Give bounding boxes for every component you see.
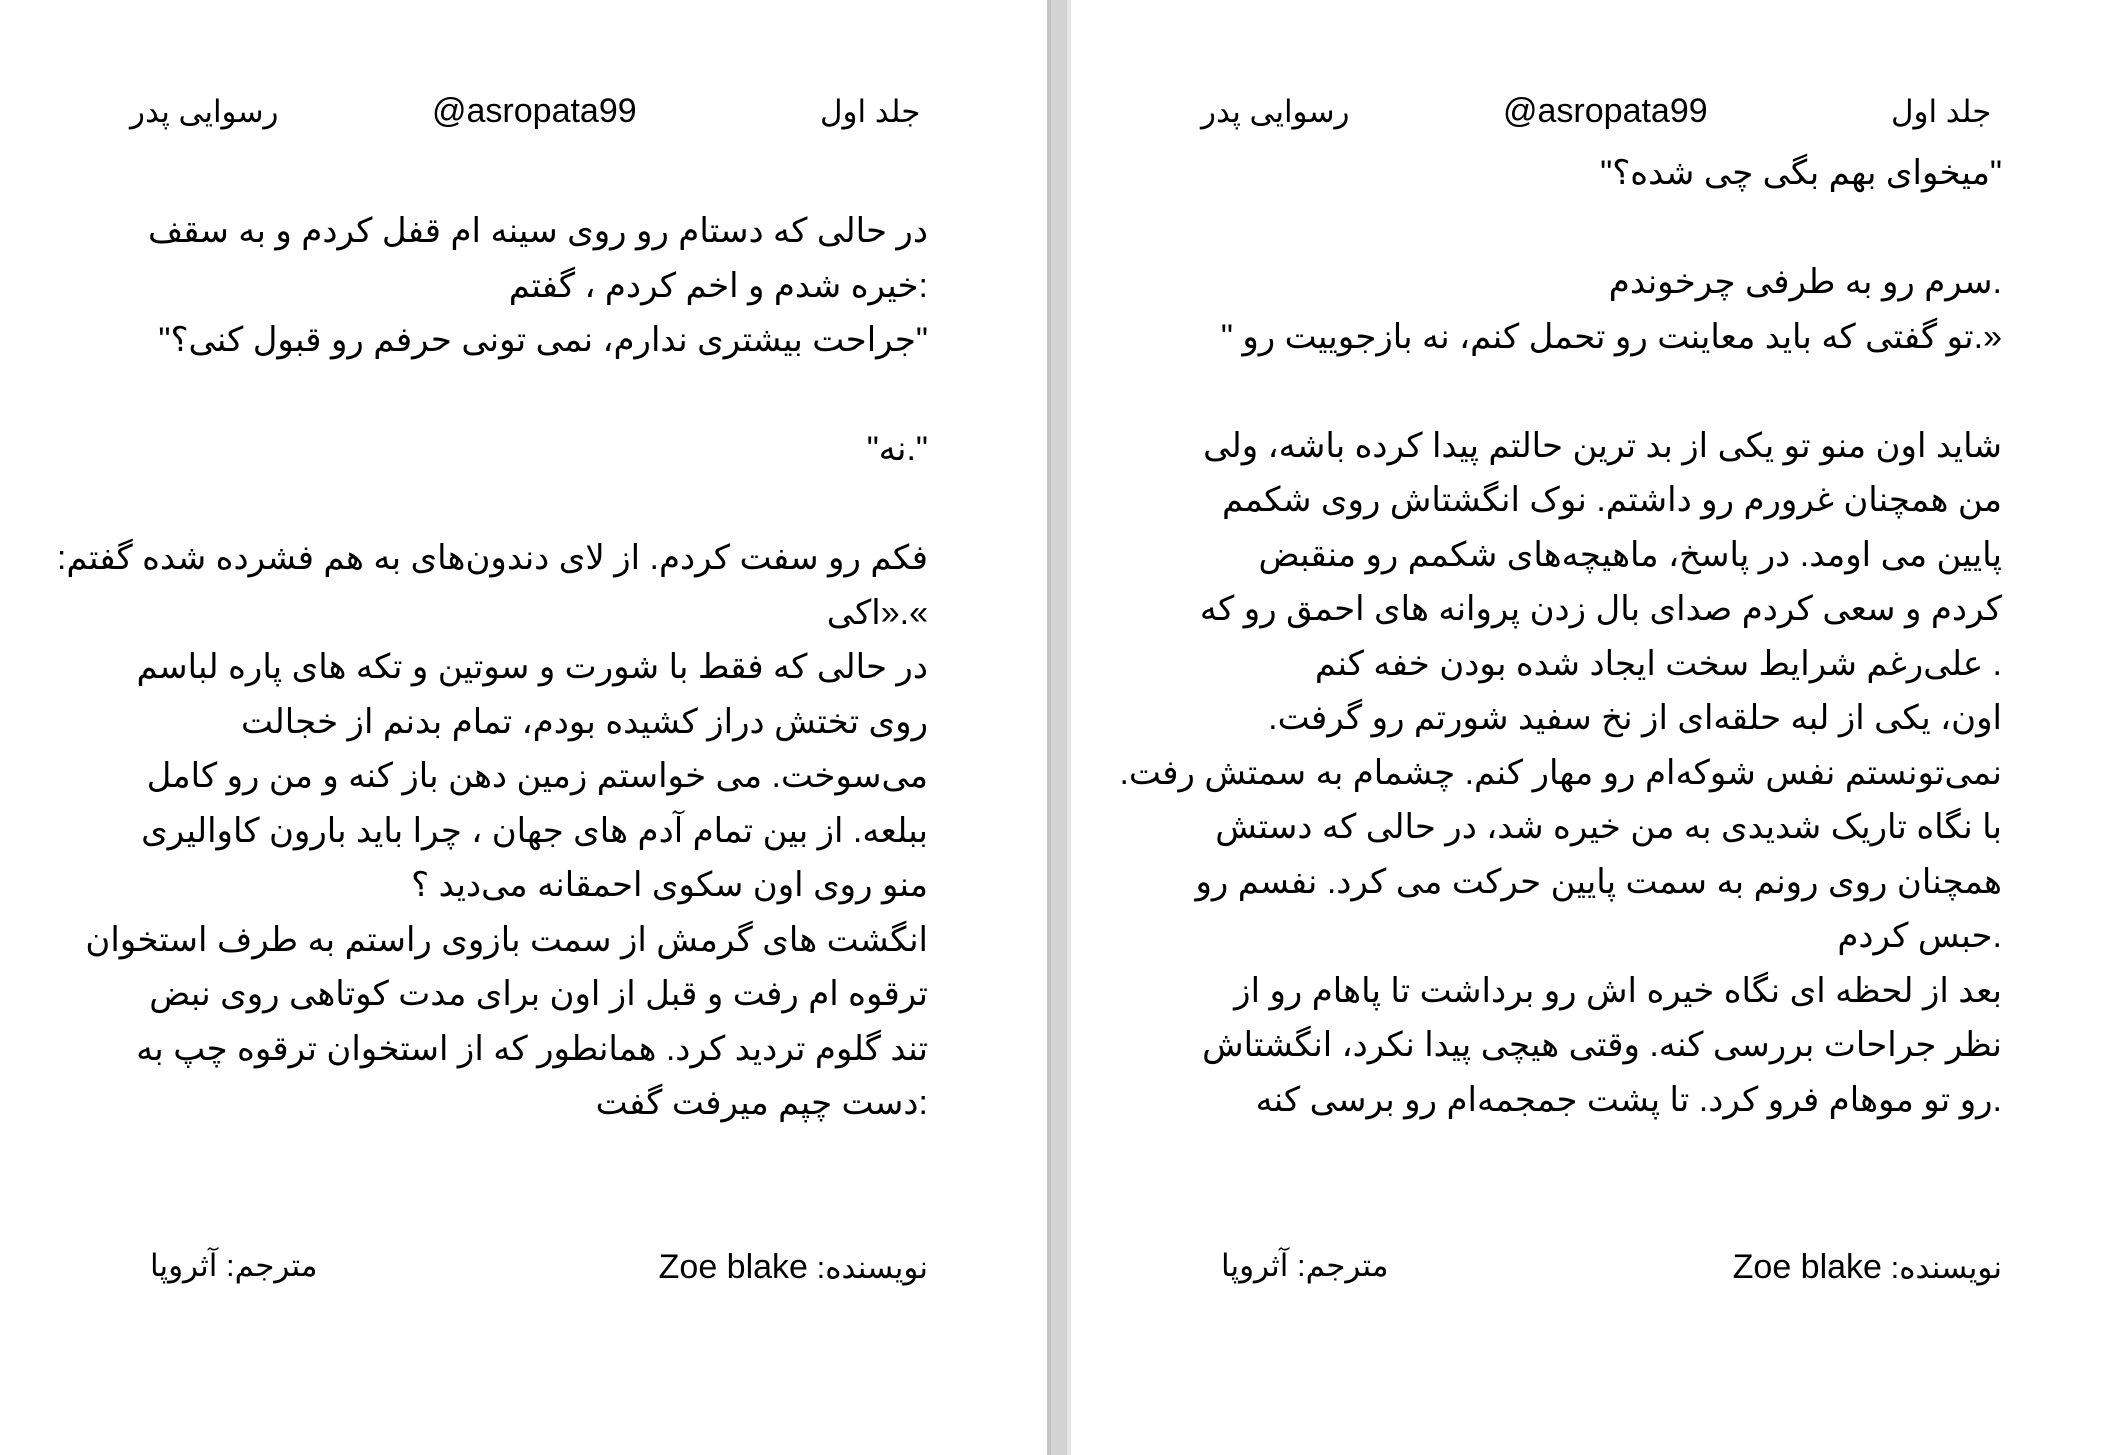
left-page-body [57, 204, 928, 1131]
header-volume: جلد اول [1891, 94, 1992, 129]
text-line: نمی‌تونستم نفس شوکه‌ام رو مهار کنم. چشمام به سمتش رفت. [1119, 753, 2002, 792]
text-line: پایین می اومد. در پاسخ، ماهیچه‌های شکمم رو منقبض [1258, 535, 2002, 574]
text-line: شاید اون منو تو یکی از بد ترین حالتم پیدا کرده باشه، ولی [1203, 426, 2002, 465]
footer-author-name: Zoe blake [658, 1248, 808, 1286]
text-line: اون، یکی از لبه حلقه‌ای از نخ سفید شورتم رو گرفت. [1268, 699, 2002, 737]
paragraph-gap [57, 368, 928, 423]
text-line: «.تو گفتی که باید معاینت رو تحمل کنم، نه بازجوییت رو " [1220, 317, 2002, 356]
footer-author-label: نویسنده: [816, 1250, 928, 1285]
text-line: روی تختش دراز کشیده بودم، تمام بدنم از خجالت [241, 702, 928, 741]
header-handle: @asropata99 [1503, 92, 1708, 130]
header-volume: جلد اول [820, 94, 921, 129]
text-line: همچنان روی رونم به سمت پایین حرکت می کرد. نفسم رو [1195, 862, 2002, 901]
footer-author-label: نویسنده: [1890, 1250, 2002, 1285]
text-line: :خیره شدم و اخم کردم ، گفتم [508, 266, 928, 305]
footer-translator: مترجم: آثروپا [150, 1248, 318, 1283]
text-line: نظر جراحات بررسی کنه. وقتی هیچی پیدا نکرد، انگشتاش [1202, 1026, 2002, 1064]
text-line: "میخوای بهم بگی چی شده؟" [1600, 154, 2002, 192]
text-line: ببلعه. از بین تمام آدم های جهان ، چرا باید بارون کاوالیری [141, 811, 928, 850]
text-line: منو روی اون سکوی احمقانه می‌دید ؟ [411, 866, 928, 904]
text-line: با نگاه تاریک شدیدی به من خیره شد، در حالی که دستش [1215, 808, 2002, 846]
header-book-title: رسوایی پدر [130, 94, 279, 129]
text-line: "جراحت بیشتری ندارم، نمی تونی حرفم رو قبول کنی؟" [158, 321, 928, 359]
footer-author [1733, 1250, 2002, 1284]
right-page [1071, 0, 2114, 1455]
text-line: .حبس کردم [1837, 917, 2002, 955]
text-line: ».«اکی [826, 593, 928, 632]
right-page-body [1119, 146, 2002, 1127]
text-line: ".نه" [866, 430, 928, 468]
text-line: .رو تو موهام فرو کرد. تا پشت جمجمه‌ام رو برسی کنه [1255, 1080, 2002, 1119]
text-line: انگشت های گرمش از سمت بازوی راستم به طرف استخوان [85, 920, 928, 959]
text-line: بعد از لحظه ای نگاه خیره اش رو برداشت تا پاهام رو از [1234, 971, 2002, 1010]
paragraph-gap [57, 477, 928, 532]
text-line: . علی‌رغم شرایط سخت ایجاد شده بودن خفه کنم [1314, 644, 2002, 683]
footer-author-name: Zoe blake [1732, 1248, 1882, 1286]
paragraph-gap [1119, 201, 2002, 256]
left-page [0, 0, 1047, 1455]
text-line: .سرم رو به طرفی چرخوندم [1608, 263, 2002, 301]
paragraph-gap [1119, 364, 2002, 419]
text-line: در حالی که دستام رو روی سینه ام قفل کردم و به سقف [147, 212, 928, 250]
text-line: می‌سوخت. می خواستم زمین دهن باز کنه و من رو کامل [146, 757, 928, 795]
text-line: ترقوه ام رفت و قبل از اون برای مدت کوتاهی روی نبض [149, 975, 928, 1013]
text-line: در حالی که فقط با شورت و سوتین و تکه های پاره لباسم [136, 648, 928, 686]
header-book-title: رسوایی پدر [1201, 94, 1350, 129]
page-gutter [1047, 0, 1071, 1455]
text-line: کردم و سعی کردم صدای بال زدن پروانه های احمق رو که [1199, 590, 2002, 628]
text-line: :دست چپم میرفت گفت [595, 1084, 928, 1122]
footer-translator: مترجم: آثروپا [1221, 1248, 1389, 1283]
text-line: فکم رو سفت کردم. از لای دندون‌های به هم فشرده شده گفتم: [56, 539, 928, 577]
gutter-shadow [1047, 0, 1051, 1455]
footer-author [659, 1250, 928, 1284]
text-line: تند گلوم تردید کرد. همانطور که از استخوان ترقوه چپ به [136, 1029, 928, 1068]
header-handle: @asropata99 [432, 92, 637, 130]
text-line: من همچنان غرورم رو داشتم. نوک انگشتاش روی شکمم [1221, 481, 2002, 519]
